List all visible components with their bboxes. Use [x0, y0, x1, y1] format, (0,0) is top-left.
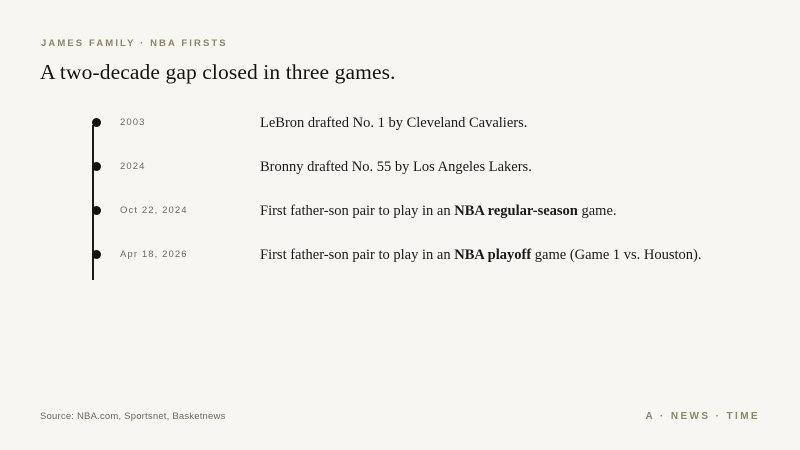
timeline-event-tail: game (Game 1 vs. Houston).: [531, 247, 702, 263]
source-credit: Source: NBA.com, Sportsnet, Basketnews: [40, 411, 226, 422]
timeline-event-emphasis: NBA regular-season: [454, 203, 578, 219]
timeline: [40, 115, 760, 291]
timeline-dot-icon: [92, 250, 101, 259]
timeline-date: 2024: [120, 161, 146, 172]
timeline-event-text: First father-son pair to play in an: [260, 247, 455, 263]
timeline-item: [52, 203, 760, 247]
timeline-date: Oct 22, 2024: [120, 205, 188, 216]
timeline-event: [260, 159, 532, 176]
timeline-event: [260, 247, 702, 264]
timeline-event-text: Bronny drafted No. 55 by Los Angeles Lakers.: [260, 159, 532, 175]
timeline-item: [52, 115, 760, 159]
timeline-event-text: LeBron drafted No. 1 by Cleveland Cavaliers.: [260, 115, 528, 131]
timeline-date: 2003: [120, 117, 146, 128]
page-title: A two-decade gap closed in three games.: [40, 60, 396, 84]
timeline-event-emphasis: NBA playoff: [454, 247, 532, 263]
timeline-event-text: First father-son pair to play in an: [260, 203, 455, 219]
timeline-dot-icon: [92, 206, 101, 215]
brand-mark: A · NEWS · TIME: [645, 411, 760, 422]
timeline-item: [52, 247, 760, 291]
timeline-event: [260, 115, 527, 132]
timeline-event-tail: game.: [577, 203, 617, 219]
timeline-dot-icon: [92, 162, 101, 171]
eyebrow-label: JAMES FAMILY · NBA FIRSTS: [41, 38, 228, 49]
footer: [40, 411, 760, 422]
timeline-event: [260, 203, 617, 220]
timeline-item: [52, 159, 760, 203]
timeline-dot-icon: [92, 118, 101, 127]
timeline-date: Apr 18, 2026: [120, 249, 188, 260]
